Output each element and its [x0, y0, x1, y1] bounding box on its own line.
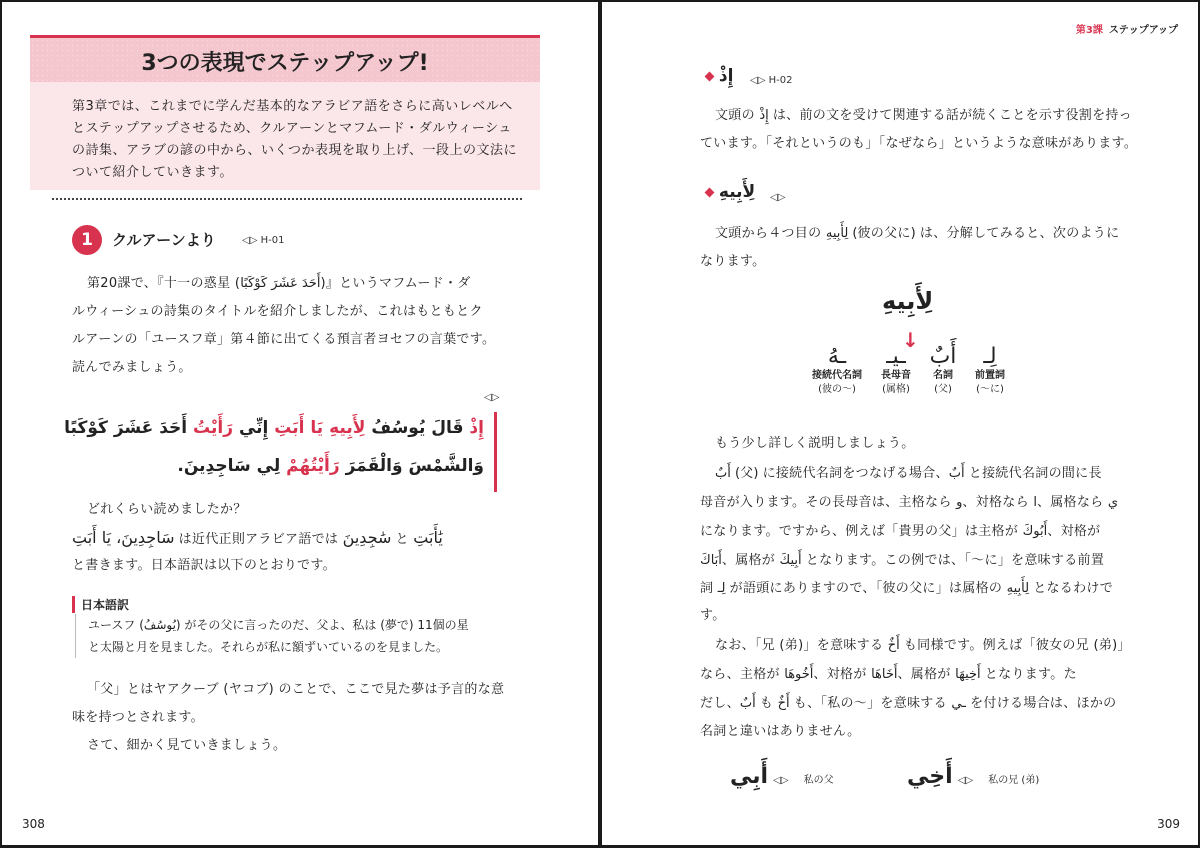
- quote-word: لِأَبِيهِ يَا أَبَتِ: [268, 418, 366, 438]
- para2-line1: どれくらい読めましたか？: [87, 502, 247, 517]
- part-gloss: (父): [934, 384, 952, 395]
- running-header: [1076, 21, 1178, 36]
- quran-quote: [64, 412, 497, 492]
- p3-line1: なお、「兄 (弟)」を意味する أَخٌ も同様です。例えば「彼女の兄 (弟)」: [715, 638, 1131, 653]
- p3-line4: 名詞と違いはありません。: [700, 724, 861, 739]
- quote-word: إِنِّي: [233, 418, 269, 438]
- audio-track-label: H-02: [768, 75, 793, 86]
- example-translation: 私の父: [803, 775, 834, 786]
- page-number: 309: [1157, 817, 1180, 831]
- arabic-word: سَاجِدِينَ، يَا أَبَتِ: [72, 528, 175, 547]
- subheading-word: إِذْ: [718, 66, 734, 86]
- para3-line2: 味を持つとされます。: [72, 710, 204, 725]
- quote-word: لِي سَاجِدِينَ.: [177, 456, 281, 476]
- s1-line1: 文頭の إِذْ は、前の文を受けて関連する話が続くことを示す役割を持っ: [715, 108, 1132, 123]
- part-label: 前置詞: [975, 370, 1005, 381]
- diagram-part: [955, 344, 1025, 397]
- arabic-word: سَٰجِدِينَ: [342, 528, 392, 547]
- audio-icon: ◁▷: [242, 235, 258, 246]
- para1-line2: ルウィーシュの詩集のタイトルを紹介しましたが、これはもともとク: [72, 304, 483, 319]
- p2-line2: 母音が入ります。その長母音は、主格なら و、対格なら ا、属格なら ي: [700, 495, 1119, 510]
- p2-line5: 詞 لِـ が語頭にありますので、「彼の父に」は属格の لِأَبِيهِ となるわけで: [700, 581, 1113, 596]
- diamond-bullet-icon: [705, 71, 715, 81]
- p2-line6: す。: [700, 608, 726, 623]
- p3-line3: だし、أَبٌ も أَخٌ も、「私の〜」を意味する ـي を付ける場合は、ほかの: [700, 696, 1117, 711]
- para2-line3: と書きます。日本語訳は以下のとおりです。: [72, 558, 336, 573]
- para1-line1: 第20課で、『十一の惑星 (أَحَدَ عَشَرَ كَوْكَبًا)』というマフムード・ダ: [87, 276, 471, 291]
- translation-line: と太陽と月を見ました。それらが私に額ずいているのを見ました。: [88, 640, 449, 654]
- example-translation: 私の兄 (弟): [988, 775, 1040, 786]
- audio-track-label: H-01: [260, 235, 285, 246]
- p2-line1: أَبٌ (父) に接続代名詞をつなげる場合、أَبٌ と接続代名詞の間に長: [715, 466, 1102, 481]
- quote-word: رَأَيْتُ: [187, 418, 234, 438]
- para1-line4: 読んでみましょう。: [72, 360, 192, 375]
- p2-line3: になります。ですから、例えば「貴男の父」は主格が أَبُوكَ、対格が: [700, 524, 1101, 539]
- quote-line-2: [177, 456, 484, 476]
- part-arabic: ـهُ: [827, 344, 847, 369]
- subheading-word: لِأَبِيهِ: [718, 182, 756, 202]
- section-title: クルアーンより: [112, 231, 216, 249]
- audio-icon: ◁▷: [750, 75, 766, 86]
- quote-word: رَأَيْتُهُمْ: [280, 456, 340, 476]
- part-label: 名詞: [933, 370, 953, 381]
- p2-line4: أَبَاكَ、属格が أَبِيكَ となります。この例では、「〜に」を意味する前置: [700, 553, 1105, 568]
- translation-label: 日本語訳: [72, 596, 129, 613]
- s2-line2: なります。: [700, 254, 766, 269]
- quote-word: أَحَدَ عَشَرَ كَوْكَبًا: [64, 418, 188, 438]
- example-abi: [730, 764, 834, 789]
- para3-line1: 「父」とはヤアクーブ (ヤコブ) のことで、ここで見た夢は予言的な意: [87, 682, 505, 697]
- quote-audio-icon[interactable]: ◁▷: [484, 392, 500, 403]
- part-gloss: (〜に): [976, 384, 1004, 395]
- arabic-word: يَٰأَبَتِ: [413, 528, 443, 547]
- banner-title: 3つの表現でステップアップ!: [141, 51, 429, 76]
- part-label: 長母音: [881, 370, 911, 381]
- audio-icon[interactable]: ◁▷: [957, 775, 974, 786]
- translation-box: [75, 614, 528, 658]
- part-arabic: أَبٌ: [929, 344, 957, 369]
- section-number-badge: 1: [72, 225, 102, 255]
- page-number: 308: [22, 817, 45, 831]
- quote-word: إِذْ: [463, 418, 484, 438]
- diamond-bullet-icon: [705, 187, 715, 197]
- audio-icon[interactable]: ◁▷: [770, 192, 786, 203]
- part-label: 接続代名詞: [812, 370, 862, 381]
- left-page: [2, 2, 598, 845]
- quote-word: وَالشَّمْسَ وَالْقَمَرَ: [339, 456, 484, 476]
- chapter-label: 第3課: [1075, 25, 1103, 36]
- example-akhi: [907, 764, 1039, 789]
- part-arabic: ـيـ: [886, 344, 906, 369]
- quote-word: قَالَ يُوسُفُ: [365, 418, 464, 438]
- part-gloss: (彼の〜): [818, 384, 856, 395]
- translation-line: ユースフ (يُوسُفُ) がその父に言ったのだ、父よ、私は (夢で) 11個の星: [88, 618, 469, 632]
- chapter-title: ステップアップ: [1108, 25, 1178, 36]
- dotted-divider: [52, 198, 522, 200]
- text-run: は近代正則アラビア語では: [174, 532, 343, 547]
- intro-text: 第3章では、これまでに学んだ基本的なアラビア語をさらに高いレベルへとステップアップさせるため、クルアーンとマフムード・ダルウィーシュの詩集、アラブの諺の中から、いくつか表現を取り上げ、一段上の文法について紹介していきます。: [72, 99, 517, 180]
- subheading-liabihi: [700, 182, 755, 202]
- part-arabic: لِـ: [983, 344, 997, 369]
- part-gloss: (属格): [882, 384, 910, 395]
- p3-line2: なら、主格が أَخُوهَا、対格が أَخَاهَا、属格が أَخِيهَا となります。た: [700, 667, 1077, 682]
- subheading-idh: [700, 66, 733, 86]
- right-page: [602, 2, 1198, 845]
- quote-line-1: [64, 418, 484, 438]
- intro-box: [30, 82, 540, 190]
- audio-track[interactable]: [750, 75, 792, 86]
- text-run: と: [391, 532, 414, 547]
- example-word: أَخِي: [907, 764, 953, 789]
- audio-track[interactable]: [242, 235, 284, 246]
- down-arrow-icon: ↓: [902, 328, 919, 352]
- para3-line3: さて、細かく見ていきましょう。: [87, 738, 287, 753]
- example-word: أَبِي: [730, 764, 769, 789]
- para2-line2: [72, 524, 443, 554]
- p1: もう少し詳しく説明しましょう。: [715, 436, 915, 451]
- s1-line2: ています。「それというのも」「なぜなら」というような意味があります。: [700, 136, 1138, 151]
- chapter-banner: [30, 35, 540, 82]
- diagram-word: لِأَبِيهِ: [882, 287, 934, 315]
- para1-line3: ルアーンの「ユースフ章」第４節に出てくる預言者ヨセフの言葉です。: [72, 332, 496, 347]
- s2-line1: 文頭から４つ目の لِأَبِيهِ (彼の父に) は、分解してみると、次のように: [715, 226, 1120, 241]
- audio-icon[interactable]: ◁▷: [773, 775, 789, 786]
